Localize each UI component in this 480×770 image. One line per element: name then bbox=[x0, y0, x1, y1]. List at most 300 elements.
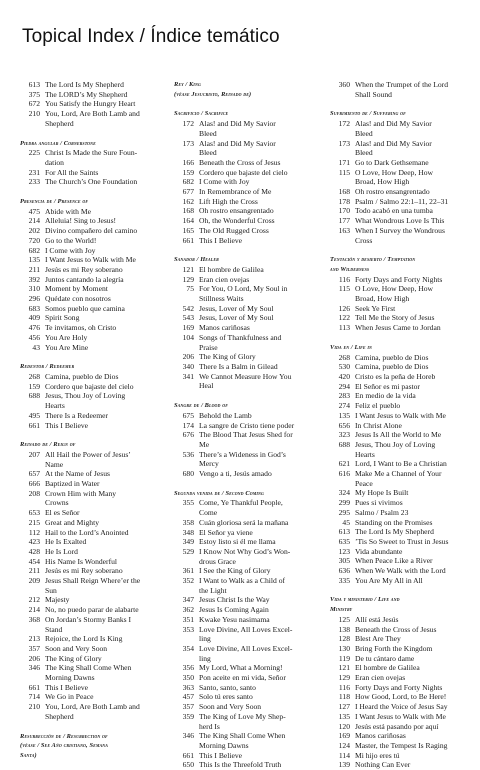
index-entry bbox=[330, 692, 472, 702]
hymn-number: 357 bbox=[28, 643, 40, 653]
index-entry bbox=[174, 595, 317, 605]
index-entry bbox=[330, 382, 472, 392]
hymn-title: Jesús es mi Rey soberano bbox=[45, 566, 123, 576]
hymn-number: 350 bbox=[182, 673, 194, 683]
hymn-number bbox=[330, 450, 355, 460]
hymn-number: 682 bbox=[28, 245, 40, 255]
hymn-number: 661 bbox=[182, 235, 194, 245]
hymn-number bbox=[174, 440, 199, 450]
hymn-title: Sun bbox=[45, 585, 57, 595]
index-entry bbox=[330, 527, 472, 537]
index-entry bbox=[20, 216, 158, 226]
section-heading: Ministry bbox=[330, 606, 353, 614]
index-section bbox=[174, 109, 317, 245]
index-entry bbox=[20, 255, 158, 265]
hymn-title: Crown Him with Many bbox=[45, 488, 117, 498]
hymn-number: 363 bbox=[182, 682, 194, 692]
hymn-title: Come bbox=[199, 508, 218, 518]
hymn-title: Santo, santo, santo bbox=[199, 682, 256, 692]
index-entry bbox=[20, 323, 158, 333]
hymn-number bbox=[20, 712, 45, 722]
hymn-title: Vida abundante bbox=[355, 546, 403, 556]
index-entry bbox=[330, 537, 472, 547]
hymn-number: 206 bbox=[28, 653, 40, 663]
hymn-title: herd Is bbox=[199, 721, 220, 731]
index-entry bbox=[20, 275, 158, 285]
index-entry bbox=[174, 459, 317, 469]
hymn-title: Shepherd bbox=[45, 711, 74, 721]
index-entry bbox=[330, 284, 472, 294]
hymn-title: Nothing Can Ever bbox=[355, 760, 411, 770]
hymn-title: Forty Days and Forty Nights bbox=[355, 682, 443, 692]
hymn-number: 347 bbox=[182, 595, 194, 605]
hymn-number: 340 bbox=[182, 361, 194, 371]
index-entry bbox=[330, 508, 472, 518]
hymn-number: 409 bbox=[28, 313, 40, 323]
index-section bbox=[330, 343, 472, 586]
index-entry bbox=[330, 469, 472, 479]
hymn-number: 214 bbox=[28, 605, 40, 615]
hymn-number: 661 bbox=[28, 682, 40, 692]
index-entry bbox=[330, 119, 472, 129]
hymn-number: 677 bbox=[182, 187, 194, 197]
hymn-title: He Is Exalted bbox=[45, 537, 87, 547]
hymn-number: 335 bbox=[338, 575, 350, 585]
hymn-title: Camina, pueblo de Dios bbox=[355, 362, 429, 372]
hymn-number: 165 bbox=[182, 225, 194, 235]
hymn-title: Morning Dawns bbox=[45, 673, 95, 683]
hymn-number: 358 bbox=[182, 517, 194, 527]
hymn-title: This Is the Threefold Truth bbox=[199, 760, 282, 770]
hymn-title: I Want Jesus to Walk with Me bbox=[45, 255, 136, 265]
section-heading: Sacrificio / Sacrifice bbox=[174, 110, 229, 118]
hymn-title: Alas! and Did My Savior bbox=[199, 119, 276, 129]
hymn-number bbox=[174, 508, 199, 518]
hymn-number bbox=[174, 381, 199, 391]
index-entry bbox=[20, 90, 158, 100]
index-entry bbox=[330, 139, 472, 149]
index-entry bbox=[330, 323, 472, 333]
index-section bbox=[330, 595, 472, 770]
hymn-number: 672 bbox=[28, 99, 40, 109]
index-entry bbox=[20, 119, 158, 129]
index-entry bbox=[174, 731, 317, 741]
hymn-number: 323 bbox=[338, 430, 350, 440]
hymn-number: 475 bbox=[28, 206, 40, 216]
hymn-title: Eran cien ovejas bbox=[199, 274, 250, 284]
hymn-number bbox=[330, 236, 355, 246]
hymn-number: 656 bbox=[338, 420, 350, 430]
hymn-number: 653 bbox=[28, 508, 40, 518]
hymn-title: The King Shall Come When bbox=[199, 731, 286, 741]
hymn-number: 616 bbox=[338, 469, 350, 479]
index-entry bbox=[20, 518, 158, 528]
index-entry bbox=[330, 129, 472, 139]
hymn-number: 543 bbox=[182, 313, 194, 323]
hymn-title: Love Divine, All Loves Excel- bbox=[199, 643, 293, 653]
hymn-number bbox=[174, 129, 199, 139]
index-entry bbox=[20, 236, 158, 246]
hymn-number: 174 bbox=[182, 420, 194, 430]
hymn-title: When I Survey the Wondrous bbox=[355, 225, 445, 235]
hymn-title: The Lord Is My Shepherd bbox=[355, 527, 434, 537]
hymn-title: Great and Mighty bbox=[45, 517, 99, 527]
hymn-number: 536 bbox=[182, 449, 194, 459]
hymn-title: The Blood That Jesus Shed for bbox=[199, 430, 293, 440]
index-entry bbox=[330, 90, 472, 100]
hymn-title: The King of Glory bbox=[199, 352, 256, 362]
hymn-number: 162 bbox=[182, 196, 194, 206]
section-heading: Tentación y desierto / Temptation bbox=[330, 256, 416, 264]
index-entry bbox=[330, 197, 472, 207]
hymn-title: Spirit Song bbox=[45, 313, 80, 323]
hymn-number: 636 bbox=[338, 566, 350, 576]
index-entry bbox=[174, 692, 317, 702]
hymn-title: the Light bbox=[199, 585, 227, 595]
index-entry bbox=[20, 712, 158, 722]
hymn-number: 119 bbox=[338, 653, 350, 663]
hymn-title: You Are My All in All bbox=[355, 575, 423, 585]
hymn-title: Christ Is Made the Sure Foun- bbox=[45, 148, 138, 158]
hymn-title: Estoy listo si él me llama bbox=[199, 537, 276, 547]
index-entry bbox=[20, 450, 158, 460]
hymn-number: 530 bbox=[338, 362, 350, 372]
index-entry bbox=[20, 605, 158, 615]
section-heading: Segunda venida de / Second Coming bbox=[174, 489, 265, 497]
index-entry bbox=[20, 489, 158, 499]
hymn-title: His Name Is Wonderful bbox=[45, 556, 118, 566]
hymn-title: You Are Mine bbox=[45, 342, 89, 352]
hymn-number bbox=[20, 119, 45, 129]
section-heading: Sufrimiento de / Suffering of bbox=[330, 110, 406, 118]
index-entry bbox=[174, 644, 317, 654]
hymn-number: 206 bbox=[182, 352, 194, 362]
index-entry bbox=[174, 187, 317, 197]
index-entry bbox=[174, 576, 317, 586]
hymn-number bbox=[174, 294, 199, 304]
hymn-title: Forty Days and Forty Nights bbox=[355, 274, 443, 284]
index-entry bbox=[20, 284, 158, 294]
index-entry bbox=[20, 663, 158, 673]
hymn-number: 274 bbox=[338, 401, 350, 411]
index-entry bbox=[20, 547, 158, 557]
hymn-number bbox=[20, 586, 45, 596]
index-entry bbox=[174, 197, 317, 207]
hymn-title: Oh rostro ensangrentado bbox=[199, 206, 274, 216]
hymn-title: Hearts bbox=[355, 449, 375, 459]
index-entry bbox=[330, 518, 472, 528]
hymn-number: 129 bbox=[182, 274, 194, 284]
section-heading: and Wilderness bbox=[330, 265, 370, 273]
index-entry bbox=[20, 168, 158, 178]
index-entry bbox=[174, 381, 317, 391]
hymn-title: Cordero que bajaste del cielo bbox=[199, 167, 288, 177]
index-entry bbox=[20, 576, 158, 586]
hymn-title: Solo tú eres santo bbox=[199, 692, 253, 702]
index-entry bbox=[330, 644, 472, 654]
index-entry bbox=[330, 236, 472, 246]
hymn-number: 661 bbox=[28, 420, 40, 430]
section-heading: Rey / King bbox=[174, 81, 201, 88]
index-entry bbox=[174, 586, 317, 596]
hymn-title: Jesus Is Coming Again bbox=[199, 605, 269, 615]
index-section bbox=[174, 80, 317, 99]
hymn-title: Todo acabó en una tumba bbox=[355, 206, 433, 216]
hymn-title: Standing on the Promises bbox=[355, 517, 433, 527]
index-entry bbox=[174, 265, 317, 275]
index-column-2 bbox=[174, 80, 317, 770]
hymn-number: 360 bbox=[338, 80, 350, 89]
index-entry bbox=[330, 226, 472, 236]
hymn-number: 456 bbox=[28, 332, 40, 342]
hymn-number: 635 bbox=[338, 536, 350, 546]
hymn-number: 661 bbox=[182, 750, 194, 760]
hymn-title: My Lord, What a Morning! bbox=[199, 663, 283, 673]
index-entry bbox=[20, 372, 158, 382]
hymn-number: 208 bbox=[28, 488, 40, 498]
hymn-title: El Señor ya viene bbox=[199, 527, 253, 537]
hymn-title: My Hope Is Built bbox=[355, 488, 409, 498]
index-entry bbox=[174, 566, 317, 576]
hymn-number: 346 bbox=[28, 663, 40, 673]
hymn-number: 178 bbox=[338, 196, 350, 206]
index-entry bbox=[174, 722, 317, 732]
hymn-title: Beneath the Cross of Jesus bbox=[199, 157, 281, 167]
index-entry bbox=[330, 421, 472, 431]
hymn-title: I Want to Walk as a Child of bbox=[199, 576, 286, 586]
index-entry bbox=[20, 80, 158, 90]
hymn-number bbox=[330, 294, 355, 304]
hymn-number: 211 bbox=[28, 566, 40, 576]
index-entry bbox=[174, 537, 317, 547]
section-heading: Piedra angular / Cornerstone bbox=[20, 139, 96, 147]
index-entry bbox=[174, 605, 317, 615]
hymn-title: You, Lord, Are Both Lamb and bbox=[45, 109, 140, 119]
index-entry bbox=[330, 206, 472, 216]
hymn-title: El es Señor bbox=[45, 508, 80, 518]
index-entry bbox=[330, 556, 472, 566]
hymn-number: 112 bbox=[28, 527, 40, 537]
hymn-title: Moment by Moment bbox=[45, 284, 108, 294]
index-column-1 bbox=[20, 80, 158, 761]
hymn-title: For All the Saints bbox=[45, 167, 99, 177]
hymn-title: Jesús está pasando por aquí bbox=[355, 721, 439, 731]
hymn-title: Juntos cantando la alegría bbox=[45, 274, 124, 284]
index-entry bbox=[174, 469, 317, 479]
index-entry bbox=[20, 304, 158, 314]
index-entry bbox=[20, 615, 158, 625]
hymn-title: Feliz el pueblo bbox=[355, 401, 401, 411]
hymn-number: 173 bbox=[182, 138, 194, 148]
hymn-title: Jesus Christ Is the Way bbox=[199, 595, 270, 605]
index-entry bbox=[330, 294, 472, 304]
hymn-title: Bleed bbox=[355, 148, 373, 158]
index-section bbox=[20, 362, 158, 430]
hymn-title: Bleed bbox=[355, 128, 373, 138]
hymn-number bbox=[20, 498, 45, 508]
hymn-title: Oh rostro ensangrentado bbox=[355, 187, 430, 197]
index-entry bbox=[20, 246, 158, 256]
hymn-number bbox=[330, 90, 355, 100]
hymn-number: 121 bbox=[182, 264, 194, 274]
hymn-number: 355 bbox=[182, 498, 194, 508]
index-entry bbox=[174, 430, 317, 440]
hymn-title: When Peace Like a River bbox=[355, 556, 433, 566]
index-entry bbox=[20, 498, 158, 508]
hymn-title: Master, the Tempest Is Raging bbox=[355, 741, 448, 750]
index-column-3 bbox=[330, 80, 472, 770]
hymn-number: 135 bbox=[338, 410, 350, 420]
index-section bbox=[20, 80, 158, 129]
index-entry bbox=[174, 498, 317, 508]
hymn-title: Morning Dawns bbox=[199, 741, 249, 750]
hymn-number: 613 bbox=[338, 527, 350, 537]
hymn-number: 295 bbox=[338, 507, 350, 517]
hymn-title: Songs of Thankfulness and bbox=[199, 332, 282, 342]
index-entry bbox=[174, 158, 317, 168]
hymn-number: 352 bbox=[182, 576, 194, 586]
index-entry bbox=[174, 313, 317, 323]
hymn-number: 225 bbox=[28, 148, 40, 158]
index-entry bbox=[330, 663, 472, 673]
hymn-title: Psalm / Salmo 22:1–11, 22–31 bbox=[355, 196, 449, 206]
hymn-title: Camina, pueblo de Dios bbox=[355, 352, 429, 362]
hymn-number: 169 bbox=[338, 731, 350, 741]
index-entry bbox=[20, 528, 158, 538]
index-entry bbox=[174, 615, 317, 625]
index-entry bbox=[20, 566, 158, 576]
index-entry bbox=[330, 673, 472, 683]
hymn-number: 268 bbox=[338, 352, 350, 362]
hymn-number: 683 bbox=[28, 303, 40, 313]
hymn-title: Baptized in Water bbox=[45, 479, 100, 489]
hymn-number bbox=[174, 148, 199, 158]
hymn-title: This I Believe bbox=[45, 420, 89, 430]
hymn-number: 688 bbox=[338, 439, 350, 449]
hymn-title: Oh, the Wonderful Cross bbox=[199, 216, 275, 226]
hymn-title: On Jordan’s Stormy Banks I bbox=[45, 614, 132, 624]
hymn-number: 361 bbox=[182, 566, 194, 576]
hymn-number: 114 bbox=[338, 750, 350, 760]
index-entry bbox=[174, 547, 317, 557]
hymn-title: Tell Me the Story of Jesus bbox=[355, 313, 435, 323]
index-entry bbox=[20, 109, 158, 119]
hymn-title: Abide with Me bbox=[45, 206, 91, 216]
hymn-title: ling bbox=[199, 653, 211, 663]
hymn-title: The Church’s One Foundation bbox=[45, 177, 138, 187]
hymn-number: 351 bbox=[182, 614, 194, 624]
section-heading: Presencia de / Presence of bbox=[20, 198, 89, 206]
hymn-number: 476 bbox=[28, 323, 40, 333]
hymn-title: Broad, How High bbox=[355, 294, 410, 304]
hymn-number: 139 bbox=[338, 760, 350, 770]
hymn-title: Divino compañero del camino bbox=[45, 226, 138, 236]
index-section bbox=[330, 80, 472, 99]
index-entry bbox=[174, 760, 317, 770]
hymn-title: There Is a Balm in Gilead bbox=[199, 361, 278, 371]
hymn-title: Pues si vivimos bbox=[355, 498, 403, 508]
hymn-number: 130 bbox=[338, 643, 350, 653]
hymn-title: Broad, How High bbox=[355, 177, 410, 187]
hymn-title: This I Believe bbox=[199, 750, 243, 760]
index-entry bbox=[20, 595, 158, 605]
hymn-number: 214 bbox=[28, 216, 40, 226]
index-entry bbox=[174, 450, 317, 460]
index-entry bbox=[174, 673, 317, 683]
index-section bbox=[174, 489, 317, 770]
index-entry bbox=[330, 313, 472, 323]
hymn-title: ling bbox=[199, 634, 211, 644]
hymn-number: 125 bbox=[338, 614, 350, 624]
hymn-title: Jesus, Thou Joy of Loving bbox=[355, 439, 436, 449]
page-title: Topical Index / Índice temático bbox=[22, 26, 280, 47]
hymn-title: Bring Forth the Kingdom bbox=[355, 643, 433, 653]
index-entry bbox=[20, 411, 158, 421]
index-entry bbox=[174, 333, 317, 343]
hymn-title: At the Name of Jesus bbox=[45, 469, 110, 479]
index-entry bbox=[174, 294, 317, 304]
hymn-number: 688 bbox=[28, 391, 40, 401]
hymn-number bbox=[20, 460, 45, 470]
index-entry bbox=[174, 148, 317, 158]
hymn-number: 613 bbox=[28, 80, 40, 89]
index-entry bbox=[330, 459, 472, 469]
hymn-title: Te invitamos, oh Cristo bbox=[45, 323, 117, 333]
hymn-number: 621 bbox=[338, 459, 350, 469]
hymn-number: 207 bbox=[28, 449, 40, 459]
index-entry bbox=[20, 294, 158, 304]
index-entry bbox=[174, 518, 317, 528]
index-section bbox=[330, 255, 472, 333]
index-entry bbox=[20, 692, 158, 702]
hymn-number: 45 bbox=[342, 517, 350, 527]
hymn-title: When We Walk with the Lord bbox=[355, 566, 446, 576]
index-entry bbox=[20, 654, 158, 664]
hymn-number: 211 bbox=[28, 264, 40, 274]
index-entry bbox=[20, 207, 158, 217]
hymn-title: Shepherd bbox=[45, 118, 74, 128]
hymn-title: Alas! and Did My Savior bbox=[355, 119, 432, 129]
hymn-number: 650 bbox=[182, 760, 194, 770]
hymn-number: 457 bbox=[182, 692, 194, 702]
hymn-number: 356 bbox=[182, 663, 194, 673]
hymn-number: 168 bbox=[182, 206, 194, 216]
hymn-number: 159 bbox=[28, 381, 40, 391]
hymn-title: En medio de la vida bbox=[355, 391, 416, 401]
hymn-title: The King Shall Come When bbox=[45, 663, 132, 673]
index-entry bbox=[174, 440, 317, 450]
index-entry bbox=[20, 634, 158, 644]
index-entry bbox=[174, 421, 317, 431]
index-entry bbox=[330, 216, 472, 226]
hymn-title: Lord, I Want to Be a Christian bbox=[355, 459, 447, 469]
index-entry bbox=[330, 372, 472, 382]
index-entry bbox=[20, 460, 158, 470]
index-entry bbox=[174, 119, 317, 129]
hymn-title: Eran cien ovejas bbox=[355, 673, 406, 683]
index-entry bbox=[330, 615, 472, 625]
hymn-title: Hearts bbox=[45, 401, 65, 411]
index-entry bbox=[20, 148, 158, 158]
index-entry bbox=[20, 537, 158, 547]
hymn-title: Jesús es mi Rey soberano bbox=[45, 264, 123, 274]
index-entry bbox=[174, 216, 317, 226]
index-entry bbox=[330, 391, 472, 401]
hymn-number bbox=[20, 625, 45, 635]
hymn-title: De tu cántaro dame bbox=[355, 653, 415, 663]
index-entry bbox=[330, 275, 472, 285]
hymn-title: Rejoice, the Lord Is King bbox=[45, 634, 123, 644]
